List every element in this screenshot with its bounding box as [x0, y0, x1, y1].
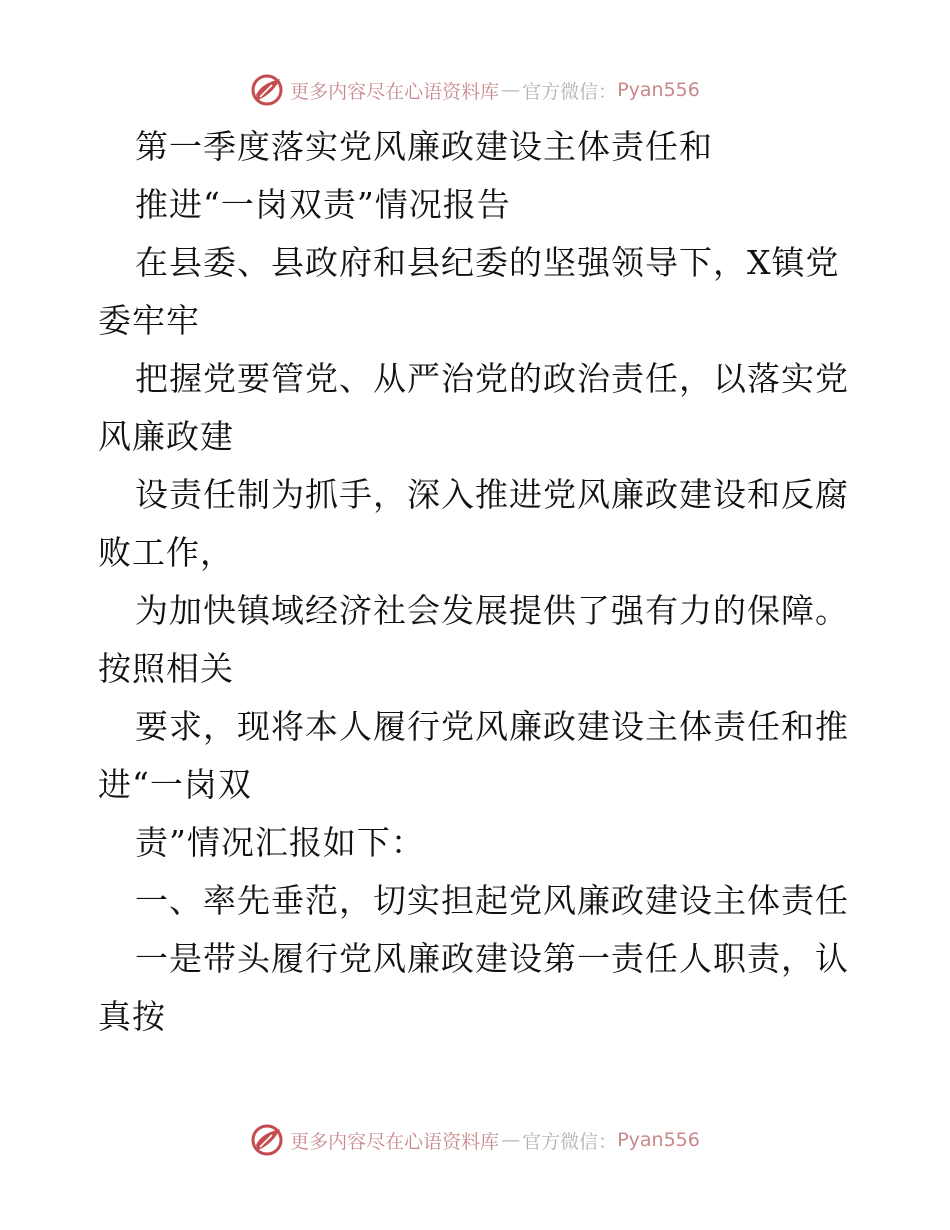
paragraph-line: 按照相关 [98, 649, 234, 688]
paragraph-line: 真按 [98, 997, 166, 1036]
paragraph-line: 要求，现将本人履行党风廉政建设主体责任和推 [135, 707, 849, 746]
watermark-text: 更多内容尽在心语资料库 [290, 1130, 500, 1153]
section-heading: 一、率先垂范，切实担起党风廉政建设主体责任 [135, 881, 849, 920]
paragraph-line: 委牢牢 [98, 301, 200, 340]
footer-watermark [0, 1120, 950, 1160]
watermark-wechat-id: Pyan556 [617, 1129, 700, 1151]
paragraph-line: 在县委、县政府和县纪委的坚强领导下，X镇党 [135, 243, 840, 282]
paragraph-line: 设责任制为抓手，深入推进党风廉政建设和反腐 [135, 475, 849, 514]
watermark-wechat-label: 官方微信： [522, 1130, 618, 1153]
paragraph-line: 败工作， [98, 533, 234, 572]
paragraph-line: 为加快镇域经济社会发展提供了强有力的保障。 [135, 591, 849, 630]
document-body [98, 118, 858, 1046]
paragraph-line: 进“一岗双 [98, 765, 252, 804]
watermark-separator: — [501, 1129, 521, 1151]
watermark-text: 更多内容尽在心语资料库 [290, 80, 500, 103]
pen-nib-logo-icon [250, 73, 284, 107]
watermark-separator: — [501, 79, 521, 101]
watermark-wechat-label: 官方微信： [522, 80, 618, 103]
title-line-2: 推进“一岗双责”情况报告 [135, 185, 511, 224]
title-line-1: 第一季度落实党风廉政建设主体责任和 [135, 127, 713, 166]
pen-nib-logo-icon [250, 1123, 284, 1157]
paragraph-line: 责”情况汇报如下： [135, 823, 425, 862]
header-watermark [0, 70, 950, 110]
paragraph-line: 把握党要管党、从严治党的政治责任，以落实党 [135, 359, 849, 398]
watermark-wechat-id: Pyan556 [617, 79, 700, 101]
paragraph-line: 风廉政建 [98, 417, 234, 456]
paragraph-line: 一是带头履行党风廉政建设第一责任人职责，认 [135, 939, 849, 978]
